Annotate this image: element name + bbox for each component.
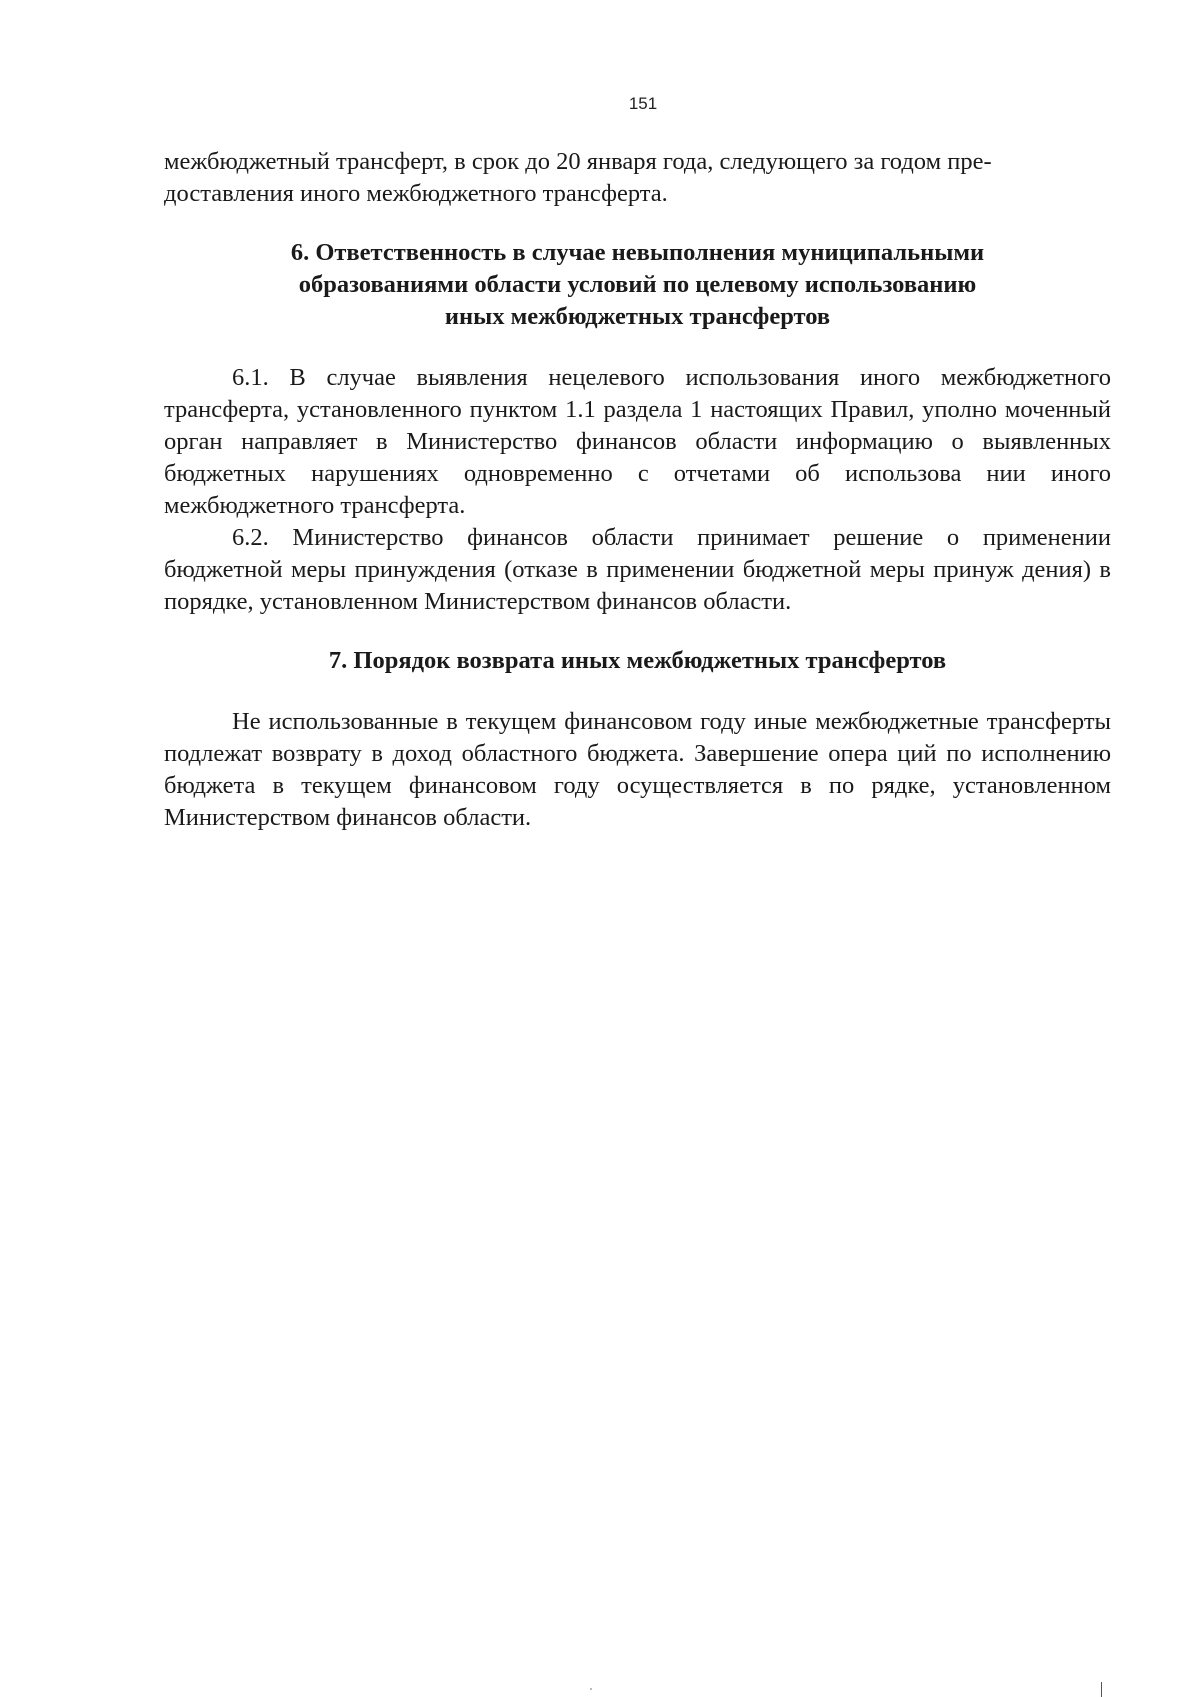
- paragraph-6-1: [164, 362, 1111, 522]
- scan-artifact: [590, 1688, 592, 1690]
- heading-line: иных межбюджетных трансфертов: [444, 303, 831, 330]
- text-line: 6.2. Министерство финансов области принимает решение о применении: [232, 524, 1111, 551]
- paragraph-7: [164, 706, 1111, 834]
- heading-line: образованиями области условий по целевому использованию: [298, 271, 977, 298]
- text-line: доставления иного межбюджетного трансферта.: [164, 180, 668, 207]
- document-body: [164, 146, 1111, 834]
- text-line: дения) в порядке, установленном Министерством финансов области.: [164, 556, 1111, 615]
- text-line: ций по исполнению бюджета в текущем финансовом году осуществляется в по: [164, 740, 1111, 799]
- paragraph-6-2: [164, 522, 1111, 618]
- heading-line: 6. Ответственность в случае невыполнения муниципальными: [290, 239, 985, 266]
- text-line: нии иного межбюджетного трансферта.: [164, 460, 1112, 519]
- section-7-heading: 7. Порядок возврата иных межбюджетных трансфертов: [328, 647, 947, 674]
- section-6-heading: [164, 237, 1111, 333]
- text-line: рядке, установленном Министерством финансов области.: [164, 772, 1112, 831]
- text-line: межбюджетный трансферт, в срок до 20 января года, следующего за годом пре-: [164, 148, 992, 175]
- text-line: бюджетной меры принуждения (отказе в применении бюджетной меры принуж: [164, 556, 1014, 583]
- text-line: Не использованные в текущем финансовом году иные межбюджетные: [232, 708, 987, 735]
- text-line: трансферты подлежат возврату в доход областного бюджета. Завершение опера: [164, 708, 1111, 767]
- text-line: 6.1. В случае выявления нецелевого использования иного межбюджетного: [232, 364, 1111, 391]
- text-line: моченный орган направляет в Министерство финансов области информацию о: [164, 396, 1111, 455]
- scan-artifact: [1101, 1682, 1102, 1697]
- page-number: 151: [628, 94, 658, 113]
- text-line: выявленных бюджетных нарушениях одновременно с отчетами об использова: [164, 428, 1111, 487]
- text-line: трансферта, установленного пунктом 1.1 раздела 1 настоящих Правил, уполно: [164, 396, 998, 423]
- intro-paragraph: [164, 146, 1111, 210]
